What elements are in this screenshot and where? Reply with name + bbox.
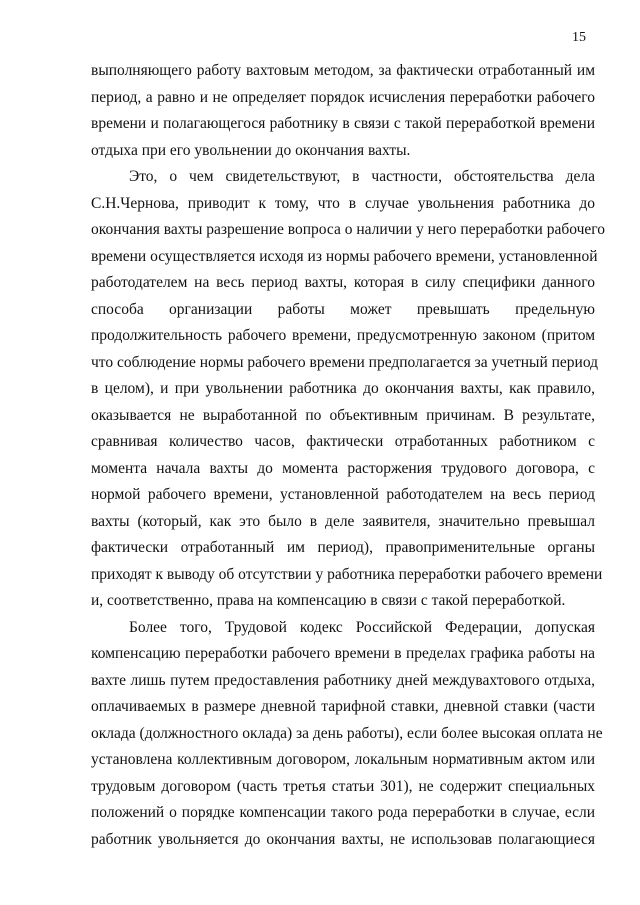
text-line: способа организации работы может превышать предельную xyxy=(91,300,595,318)
paragraph-1 xyxy=(91,58,595,164)
text-line: вахте лишь путем предоставления работнику дней междувахтового отдыха, xyxy=(91,671,595,689)
text-line: установлена коллективным договором, локальным нормативным актом или xyxy=(91,751,595,768)
text-line: Более того, Трудовой кодекс Российской Федерации, допуская xyxy=(129,618,595,636)
text-line: оказывается не выработанной по объективным причинам. В результате, xyxy=(91,406,595,424)
text-line: времени и полагающегося работнику в связи с такой переработкой времени xyxy=(91,115,595,132)
text-line: отдыха при его увольнении до окончания вахты. xyxy=(91,141,411,159)
text-line: продолжительность рабочего времени, предусмотренную законом (притом xyxy=(91,327,595,344)
text-line: оплачиваемых в размере дневной тарифной ставки, дневной ставки (части xyxy=(91,698,595,715)
text-line: фактически отработанный им период), правоприменительные органы xyxy=(91,539,595,556)
page-number: 15 xyxy=(572,30,586,45)
text-line: в целом), и при увольнении работника до окончания вахты, как правило, xyxy=(91,380,595,397)
text-line: трудовым договором (часть третья статьи 301), не содержит специальных xyxy=(91,777,595,795)
text-line: и, соответственно, права на компенсацию в связи с такой переработкой. xyxy=(91,592,566,609)
text-line: нормой рабочего времени, установленной работодателем на весь период xyxy=(91,486,595,503)
text-line: окончания вахты разрешение вопроса о наличии у него переработки рабочего xyxy=(91,221,605,238)
text-line: выполняющего работу вахтовым методом, за фактически отработанный им xyxy=(91,62,595,79)
paragraph-2 xyxy=(91,164,605,615)
text-line: времени осуществляется исходя из нормы рабочего времени, установленной xyxy=(91,247,598,265)
text-line: оклада (должностного оклада) за день работы), если более высокая оплата не xyxy=(91,724,603,742)
text-line: С.Н.Чернова, приводит к тому, что в случае увольнения работника до xyxy=(91,194,595,212)
paragraph-3 xyxy=(91,615,603,854)
text-line: момента начала вахты до момента расторжения трудового договора, с xyxy=(91,459,595,477)
text-line: Это, о чем свидетельствуют, в частности, обстоятельства дела xyxy=(129,168,595,185)
text-line: вахты (который, как это было в деле заявителя, значительно превышал xyxy=(91,512,595,530)
text-line: сравнивая количество часов, фактически отработанных работником с xyxy=(91,433,595,450)
document-body xyxy=(91,58,605,853)
text-line: приходят к выводу об отсутствии у работника переработки рабочего времени xyxy=(91,565,603,583)
text-line: период, а равно и не определяет порядок исчисления переработки рабочего xyxy=(91,88,595,106)
text-line: положений о порядке компенсации такого рода переработки в случае, если xyxy=(91,804,595,821)
text-line: что соблюдение нормы рабочего времени предполагается за учетный период xyxy=(91,353,599,371)
text-line: компенсацию переработки рабочего времени в пределах графика работы на xyxy=(91,645,595,662)
text-line: работодателем на весь период вахты, которая в силу специфики данного xyxy=(91,274,595,291)
text-line: работник увольняется до окончания вахты, не использовав полагающиеся xyxy=(91,830,595,848)
